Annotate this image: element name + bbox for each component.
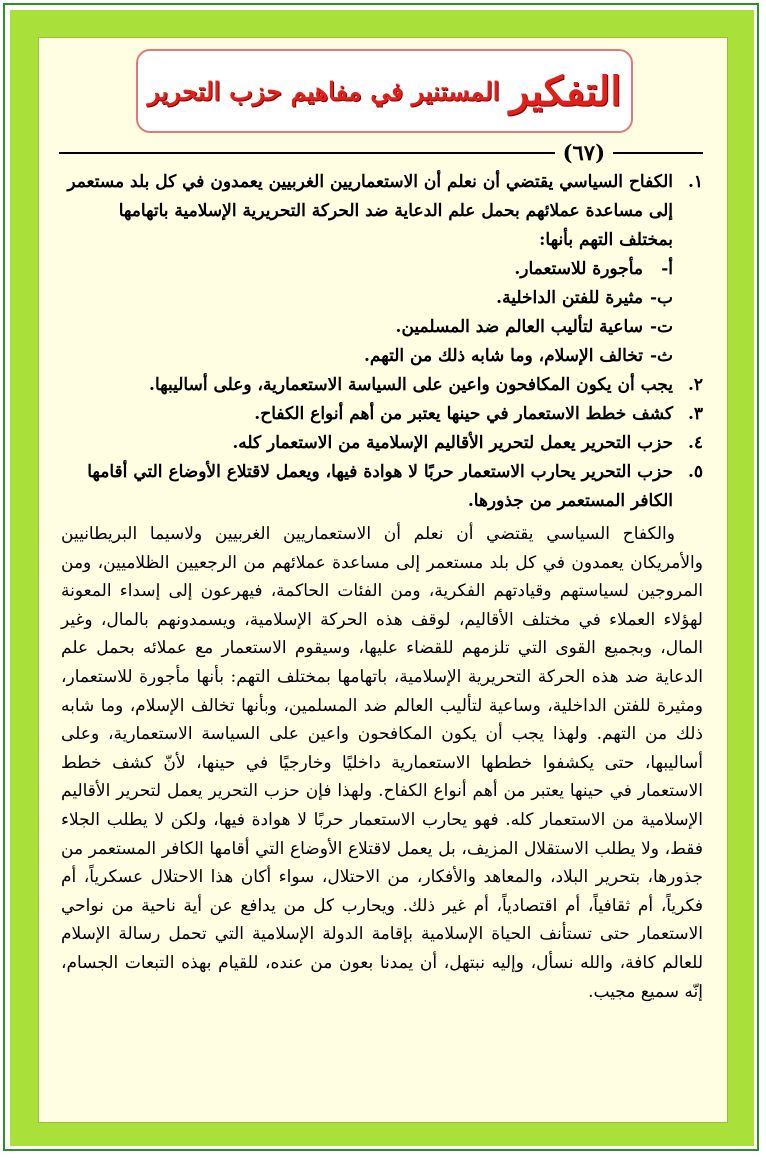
banner-title-rest: المستنير في مفاهيم حزب التحرير [147,76,500,106]
sub-text: مأجورة للاستعمار. [514,259,643,279]
list-item [61,371,703,400]
sub-text: مثيرة للفتن الداخلية. [496,288,643,308]
list-item [61,400,703,429]
list-number: ٢. [687,375,703,395]
sub-letter: ت- [649,317,673,337]
list-text: الكفاح السياسي يقتضي أن نعلم أن الاستعماريين الغربيين يعمدون في كل بلد مستعمر إلى مساعدة عملائهم بحمل علم الدعاية ضد الحركة التحريرية الإسلامية باتهامها بمختلف التهم بأنها: [67,172,673,250]
list-number: ٤. [687,433,703,453]
list-number: ٣. [687,404,703,424]
list-number: ٥. [687,462,703,482]
list-item [61,168,703,255]
content [61,168,703,1023]
sub-list-item [61,342,673,371]
sub-list [61,255,703,371]
page-number: (٦٧) [562,140,605,165]
rule-left [613,152,703,154]
body-paragraph: والكفاح السياسي يقتضي أن نعلم أن الاستعماريين الغربيين ولاسيما البريطانيين والأمريكان يعمدون في كل بلد مستعمر إلى مساعدة عملائهم من الرجعيين الظلاميين، ومن المروجين لسياستهم وقيادتهم الفكرية، ومن الفئات الحاكمة، فيهرعون إلى إسداء المعونة لهؤلاء العملاء في مختلف الأقاليم، لوقف هذه الحركة الإسلامية، ويسمدونهم بالمال، وغير المال، وبجميع القوى التي تلزمهم للقضاء عليها، وسيقوم الاستعمار مع عملائه بحمل علم الدعاية ضد هذه الحركة التحريرية الإسلامية، باتهامها بمختلف التهم: بأنها مأجورة للاستعمار، ومثيرة للفتن الداخلية، وساعية لتأليب العالم ضد المسلمين، وبأنها تخالف الإسلام، وما شابه ذلك من التهم. ولهذا يجب أن يكون المكافحون واعين على السياسة الاستعمارية، وعلى أساليبها، حتى يكشفوا خططها الاستعمارية داخليًا وخارجيًا في حينها، لأنّ كشف خطط الاستعمار في حينها يعتبر من أهم أنواع الكفاح. ولهذا فإن حزب التحرير يعمل لتحرير الأقاليم الإسلامية من الاستعمار كله. فهو يحارب الاستعمار حربًا لا هوادة فيها، ولكن لا يطلب الجلاء فقط، ولا يطلب الاستقلال المزيف، بل يعمل لاقتلاع الأوضاع التي أقامها الكافر المستعمر من جذورها، بتحرير البلاد، والمعاهد والأفكار، من الاحتلال، سواء أكان هذا الاحتلال عسكرياً، أم فكرياً، أم ثقافياً، أم اقتصادياً، أم غير ذلك. ويحارب كل من يدافع عن أية ناحية من نواحي الاستعمار حتى تستأنف الحياة الإسلامية بإقامة الدولة الإسلامية التي تحمل رسالة الإسلام للعالم كافة، والله نسأل، وإليه نبتهل، أن يمدنا بعون من عنده، للقيام بهذه التبعات الجسام، إنّه سميع مجيب. [61,524,703,1002]
list-item [61,429,703,458]
sub-text: ساعية لتأليب العالم ضد المسلمين. [395,317,643,337]
title-banner [136,49,633,133]
list-number: ١. [687,172,703,192]
list-text: حزب التحرير يعمل لتحرير الأقاليم الإسلامية من الاستعمار كله. [232,433,673,453]
sub-list-item [61,255,673,284]
list-text: كشف خطط الاستعمار في حينها يعتبر من أهم أنواع الكفاح. [254,404,673,424]
list-text: حزب التحرير يحارب الاستعمار حربًا لا هوادة فيها، ويعمل لاقتلاع الأوضاع التي أقامها الكافر المستعمر من جذورها. [87,462,673,511]
rule-right [59,152,555,154]
sub-letter: ب- [649,288,673,308]
sub-letter: ث- [649,346,673,366]
sub-letter: أ- [661,259,673,279]
list-text: يجب أن يكون المكافحون واعين على السياسة الاستعمارية، وعلى أساليبها. [149,375,673,395]
sub-text: تخالف الإسلام، وما شابه ذلك من التهم. [364,346,643,366]
page-number-row [59,141,703,165]
banner-title-main: التفكير [509,67,622,115]
sub-list-item [61,313,673,342]
list-item [61,458,703,516]
sub-list-item [61,284,673,313]
page [38,37,728,1123]
